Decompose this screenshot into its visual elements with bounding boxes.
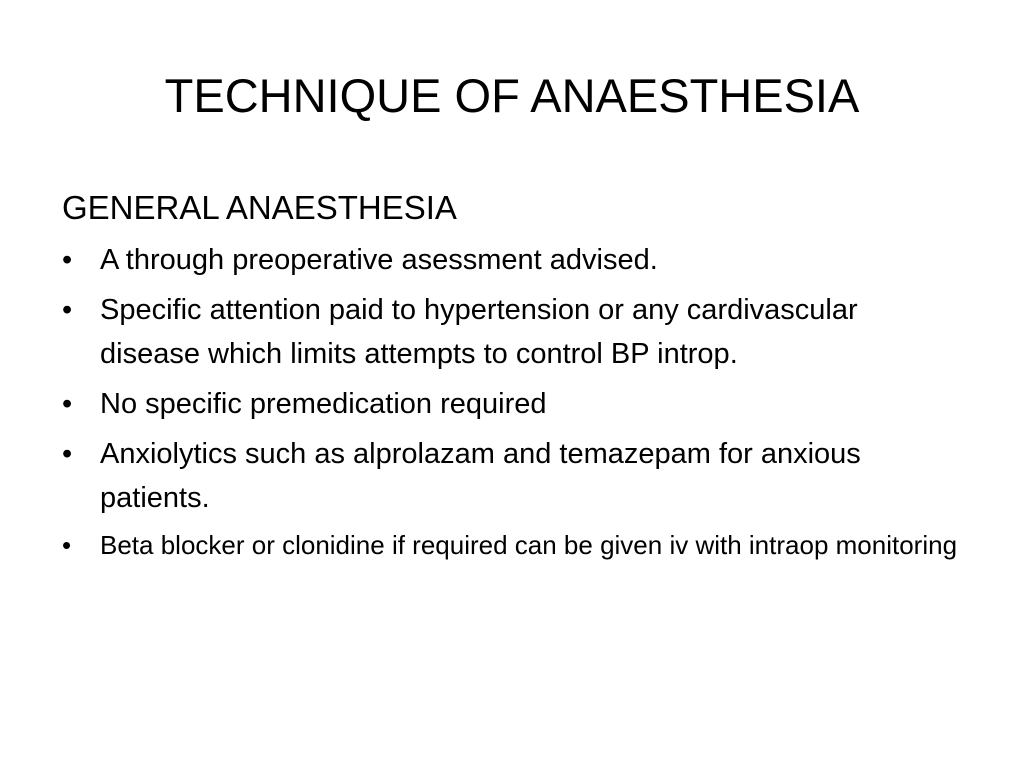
bullet-icon: •: [62, 294, 73, 326]
bullet-text: Anxiolytics such as alprolazam and temazepam for anxious patients.: [100, 438, 861, 514]
bullet-item: [62, 432, 962, 520]
bullet-icon: •: [62, 438, 73, 470]
bullet-icon: •: [62, 530, 72, 560]
bullet-item: [62, 238, 962, 282]
bullet-text: A through preoperative asessment advised.: [100, 244, 658, 276]
slide-title: TECHNIQUE OF ANAESTHESIA: [164, 69, 860, 122]
bullet-item: [62, 382, 962, 426]
bullet-icon: •: [62, 244, 73, 276]
bullet-text: Specific attention paid to hypertension or any cardivascular disease which limits attempts to control BP introp.: [100, 294, 858, 370]
bullet-icon: •: [62, 388, 73, 420]
section-heading: GENERAL ANAESTHESIA: [62, 189, 457, 226]
bullet-item: [62, 526, 962, 564]
bullet-item: [62, 288, 962, 376]
bullet-list: [62, 238, 962, 564]
slide-content: [62, 184, 962, 570]
bullet-text: No specific premedication required: [100, 388, 547, 420]
bullet-text: Beta blocker or clonidine if required can be given iv with intraop monitoring: [100, 530, 958, 560]
